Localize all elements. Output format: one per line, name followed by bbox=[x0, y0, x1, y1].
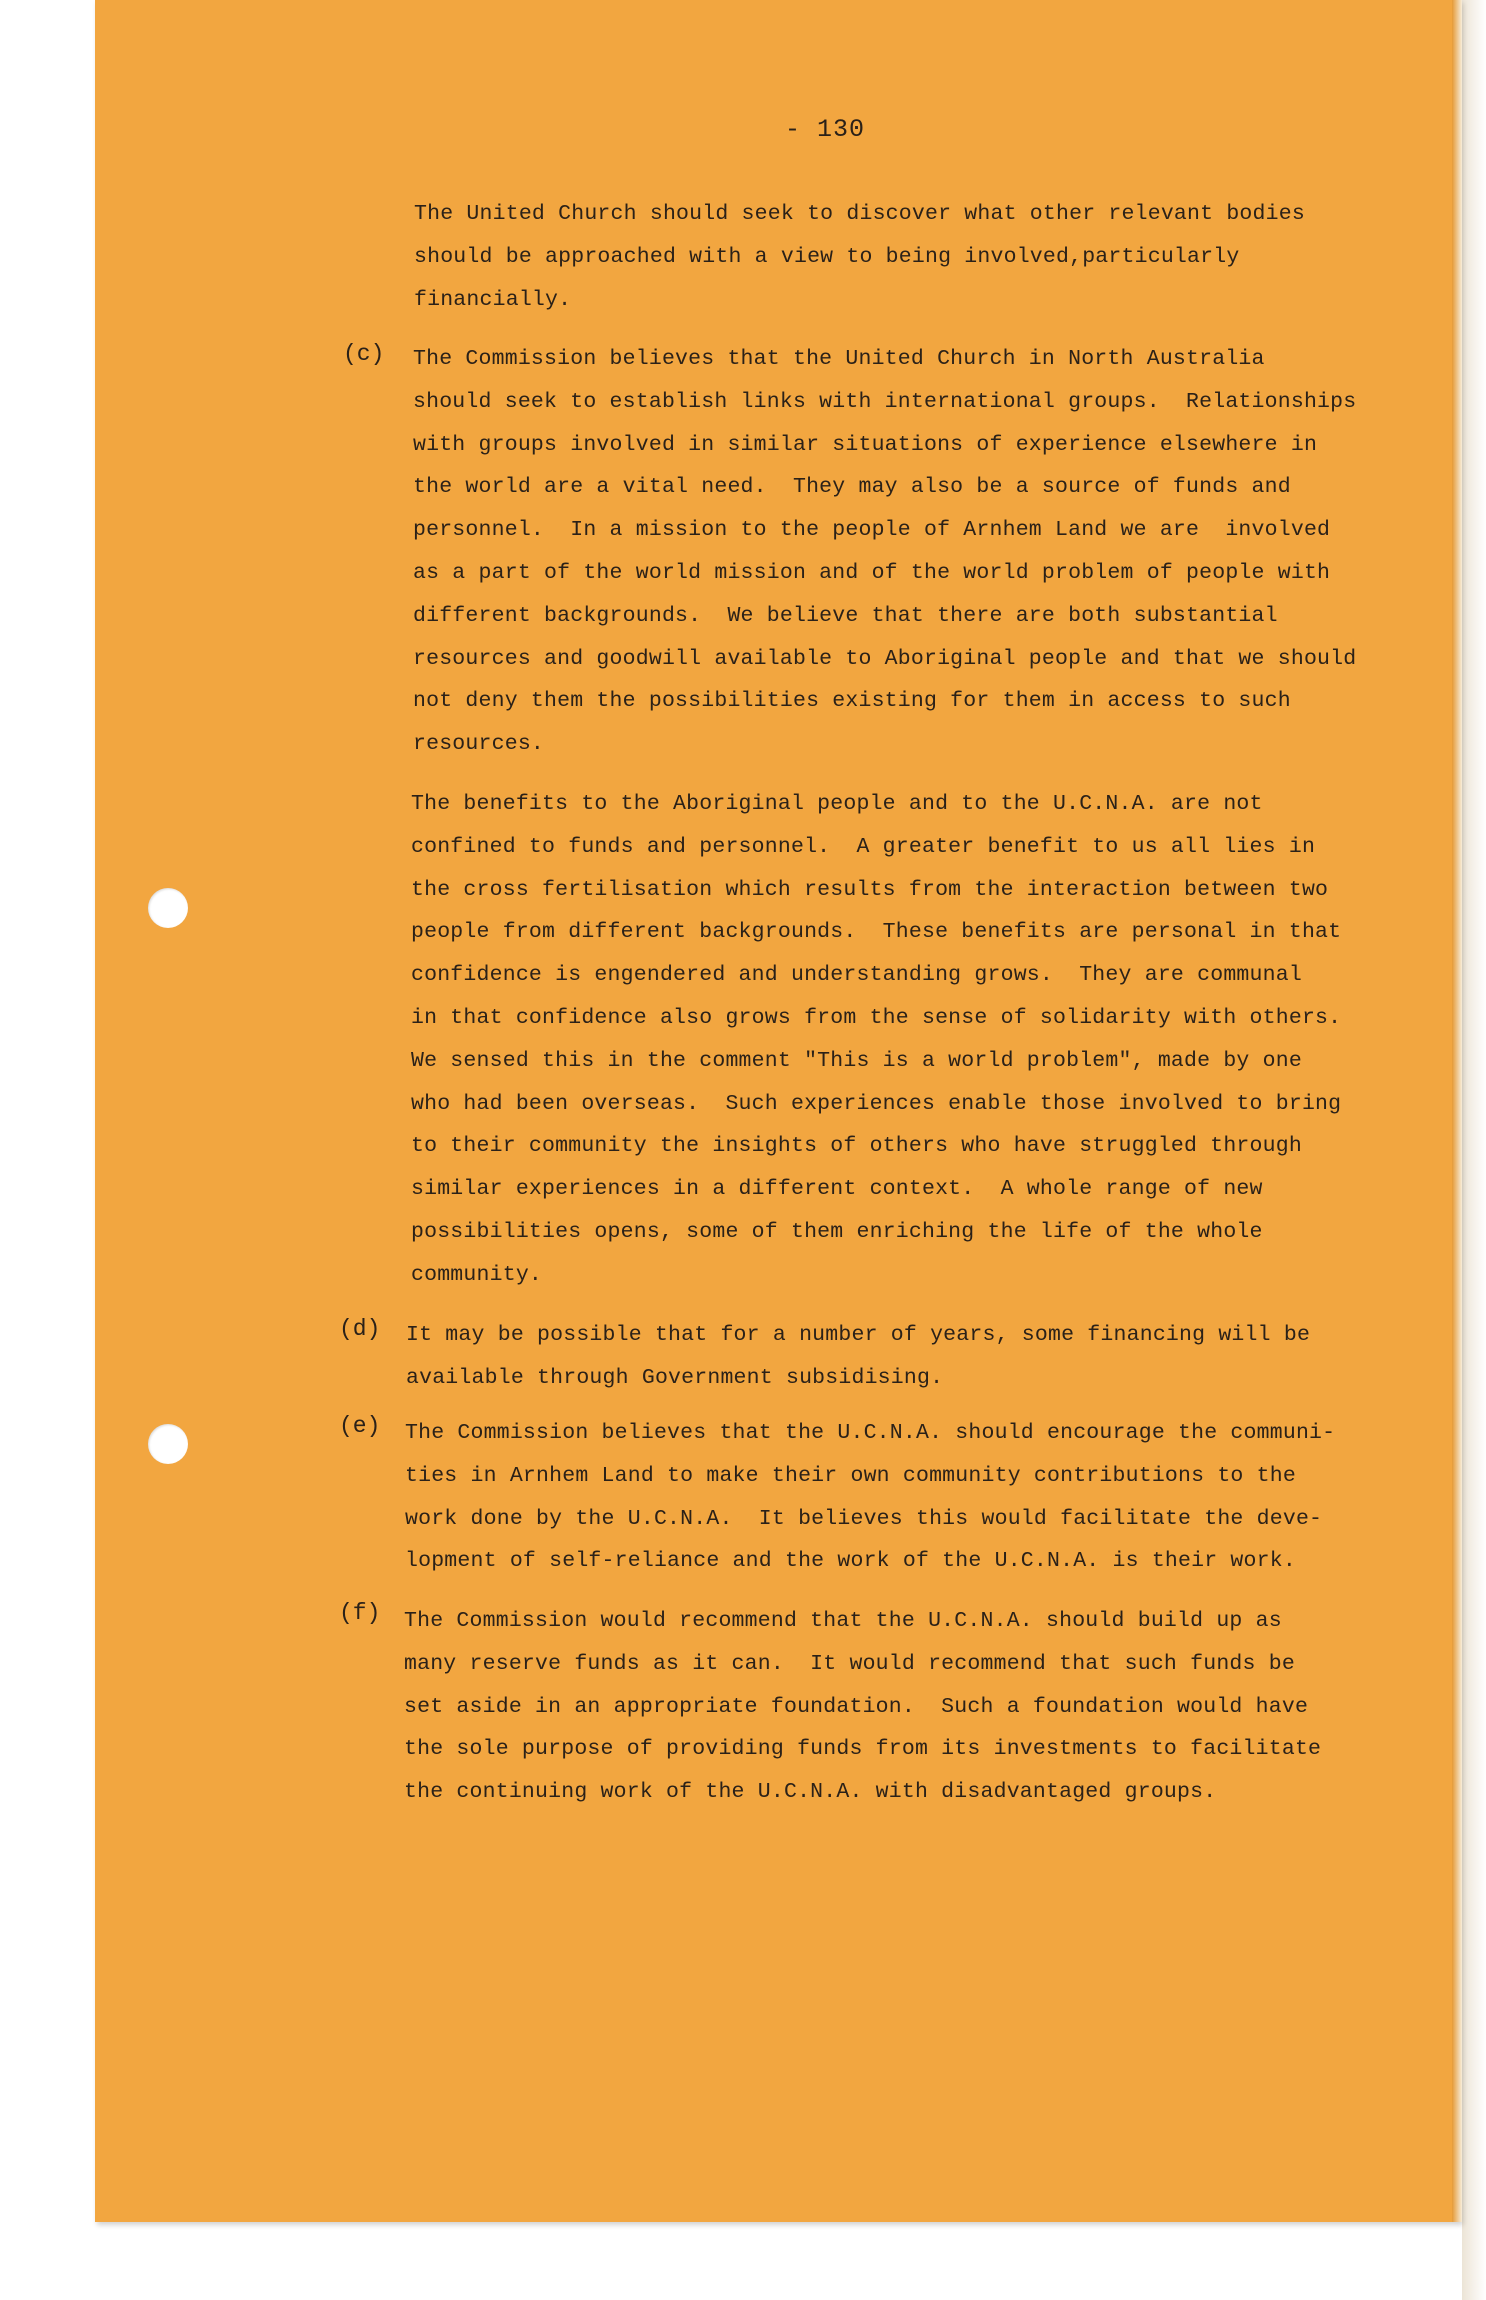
paragraph-label-d: (d) bbox=[339, 1316, 381, 1342]
paper-stack-edge bbox=[1462, 0, 1486, 2300]
paragraph-c-continued: The benefits to the Aboriginal people and to the U.C.N.A. are not confined to funds and personnel. A greater benefit to us all lies in the cross fertilisation which results from the interaction between two people from different backgrounds. These benefits are personal in that confidence is engendered and understanding grows. They are communal in that confidence also grows from the sense of solidarity with others. We sensed this in the comment "This is a world problem", made by one who had been overseas. Such experiences enable those involved to bring to their community the insights of others who have struggled through similar experiences in a different context. A whole range of new possibilities opens, some of them enriching the life of the whole community. bbox=[411, 792, 1342, 1287]
paragraph-c: The Commission believes that the United Church in North Australia should seek to establish links with international groups. Relationships with groups involved in similar situations of experience elsewhere in the world are a vital need. They may also be a source of funds and personnel. In a mission to the people of Arnhem Land we are involved as a part of the world mission and of the world problem of people with different backgrounds. We believe that there are both substantial resources and goodwill available to Aboriginal people and that we should not deny them the possibilities existing for them in access to such resources. bbox=[413, 347, 1357, 757]
punch-hole-bottom bbox=[148, 1424, 188, 1464]
punch-hole-top bbox=[148, 888, 188, 928]
paragraph-label-e: (e) bbox=[339, 1413, 381, 1439]
paragraph-continuation: The United Church should seek to discover what other relevant bodies should be approached with a view to being involved,particularly financially. bbox=[414, 202, 1305, 312]
paragraph-d: It may be possible that for a number of years, some financing will be available through Government subsidising. bbox=[406, 1323, 1311, 1390]
page-edge-shadow bbox=[1452, 0, 1462, 2222]
paragraph-e: The Commission believes that the U.C.N.A. should encourage the communi- ties in Arnhem Land to make their own community contributions to the work done by the U.C.N.A. It believes this would facilitate the deve- lopment of self-reliance and the work of the U.C.N.A. is their work. bbox=[405, 1421, 1336, 1574]
paragraph-label-f: (f) bbox=[339, 1600, 381, 1626]
paragraph-label-c: (c) bbox=[343, 341, 385, 367]
paragraph-f: The Commission would recommend that the U.C.N.A. should build up as many reserve funds as it can. It would recommend that such funds be set aside in an appropriate foundation. Such a foundation would have the sole purpose of providing funds from its investments to facilitate the continuing work of the U.C.N.A. with disadvantaged groups. bbox=[404, 1609, 1322, 1805]
page-number: - 130 bbox=[785, 115, 866, 144]
